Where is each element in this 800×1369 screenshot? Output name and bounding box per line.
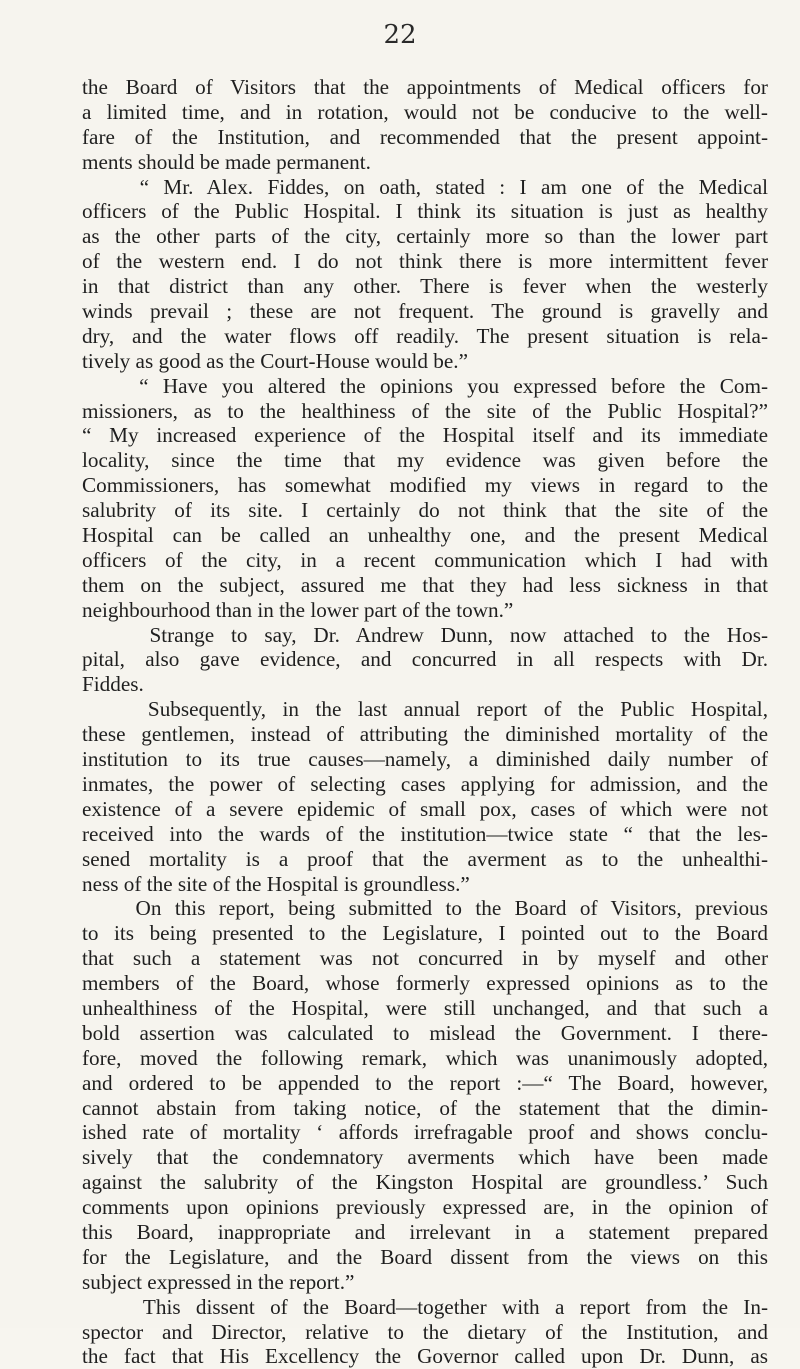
text-line: locality, since the time that my evidence was given before the — [82, 448, 768, 473]
text-line: “ My increased experience of the Hospital itself and its immediate — [82, 423, 768, 448]
text-line: as the other parts of the city, certainly more so than the lower part — [82, 224, 768, 249]
text-line: neighbourhood than in the lower part of the town.” — [82, 597, 514, 622]
text-line: the Board of Visitors that the appointments of Medical officers for — [82, 75, 768, 99]
text-line: against the salubrity of the Kingston Hospital are groundless.’ Such — [82, 1170, 768, 1195]
text-line: Hospital can be called an unhealthy one, and the present Medical — [82, 523, 768, 548]
text-line: “ Mr. Alex. Fiddes, on oath, stated : I am one of the Medical — [82, 174, 768, 199]
text-line: that such a statement was not concurred in by myself and other — [82, 946, 768, 971]
text-line: of the western end. I do not think there is more intermittent fever — [82, 249, 768, 274]
body-text — [82, 75, 768, 1369]
text-line: bold assertion was calculated to mislead the Government. I there- — [82, 1020, 768, 1045]
text-line: Commissioners, has somewhat modified my views in regard to the — [82, 473, 768, 498]
text-line: On this report, being submitted to the Board of Visitors, previous — [82, 896, 768, 921]
text-line: institution to its true causes—namely, a diminished daily number of — [82, 747, 768, 772]
text-line: This dissent of the Board—together with a report from the In- — [82, 1294, 768, 1319]
text-line: comments upon opinions previously expressed are, in the opinion of — [82, 1195, 768, 1220]
page-number: 22 — [383, 20, 417, 50]
text-line: officers of the city, in a recent communication which I had with — [82, 547, 768, 572]
text-line: in that district than any other. There is fever when the westerly — [82, 274, 768, 299]
text-line: dry, and the water flows off readily. The present situation is rela- — [82, 323, 768, 348]
text-line: Fiddes. — [82, 672, 144, 697]
text-line: a limited time, and in rotation, would not be conducive to the well- — [82, 99, 768, 124]
text-line: cannot abstain from taking notice, of the statement that the dimin- — [82, 1095, 768, 1120]
text-line: subject expressed in the report.” — [82, 1269, 355, 1294]
text-line: missioners, as to the healthiness of the site of the Public Hospital?” — [82, 398, 768, 423]
text-line: these gentlemen, instead of attributing the diminished mortality of the — [82, 722, 768, 747]
text-line: sened mortality is a proof that the averment as to the unhealthi- — [82, 846, 768, 871]
text-line: received into the wards of the institution—twice state “ that the les- — [82, 821, 768, 846]
text-line: officers of the Public Hospital. I think its situation is just as healthy — [82, 199, 768, 224]
text-line: ished rate of mortality ‘ affords irrefragable proof and shows conclu- — [82, 1120, 768, 1145]
text-line: spector and Director, relative to the dietary of the Institution, and — [82, 1319, 768, 1344]
text-line: ments should be made permanent. — [82, 149, 371, 174]
text-line: Strange to say, Dr. Andrew Dunn, now attached to the Hos- — [82, 622, 768, 647]
text-line: members of the Board, whose formerly expressed opinions as to the — [82, 971, 768, 996]
text-line: tively as good as the Court-House would be.” — [82, 348, 469, 373]
text-line: fare of the Institution, and recommended that the present appoint- — [82, 124, 768, 149]
text-line: “ Have you altered the opinions you expressed before the Com- — [82, 373, 768, 398]
text-line: the fact that His Excellency the Governor called upon Dr. Dunn, as — [82, 1344, 768, 1369]
text-line: existence of a severe epidemic of small pox, cases of which were not — [82, 796, 768, 821]
text-line: ness of the site of the Hospital is groundless.” — [82, 871, 470, 896]
text-line: pital, also gave evidence, and concurred in all respects with Dr. — [82, 647, 768, 672]
text-line: sively that the condemnatory averments which have been made — [82, 1145, 768, 1170]
text-line: and ordered to be appended to the report :—“ The Board, however, — [82, 1070, 768, 1095]
text-line: to its being presented to the Legislature, I pointed out to the Board — [82, 921, 768, 946]
text-line: them on the subject, assured me that they had less sickness in that — [82, 572, 768, 597]
text-line: inmates, the power of selecting cases applying for admission, and the — [82, 771, 768, 796]
text-line: Subsequently, in the last annual report of the Public Hospital, — [82, 697, 768, 722]
text-line: fore, moved the following remark, which was unanimously adopted, — [82, 1045, 768, 1070]
text-line: salubrity of its site. I certainly do not think that the site of the — [82, 498, 768, 523]
text-line: this Board, inappropriate and irrelevant in a statement prepared — [82, 1219, 768, 1244]
text-line: winds prevail ; these are not frequent. The ground is gravelly and — [82, 299, 768, 324]
text-line: for the Legislature, and the Board dissent from the views on this — [82, 1244, 768, 1269]
text-line: unhealthiness of the Hospital, were still unchanged, and that such a — [82, 995, 768, 1020]
